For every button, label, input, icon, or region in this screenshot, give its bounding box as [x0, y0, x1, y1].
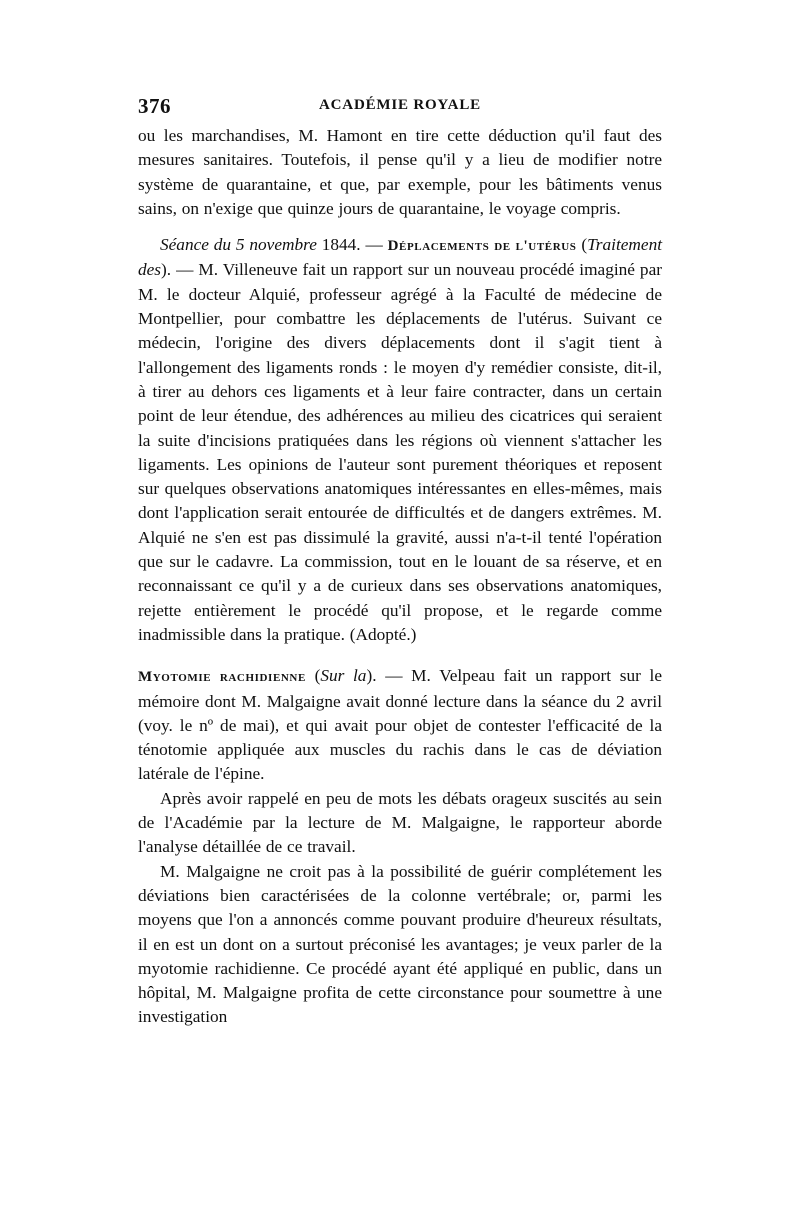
section-heading-myotomie: Myotomie rachidienne	[138, 669, 306, 686]
page-number: 376	[138, 94, 171, 118]
subject-open: (	[576, 235, 588, 255]
paragraph-rappel-debats: Après avoir rappelé en peu de mots les débats orageux suscités au sein de l'Académie par la lecture de M. Malgaigne, le rapporteur aborde l'analyse détaillée de ce travail.	[138, 788, 662, 857]
paragraph-malgaigne-myotomie: M. Malgaigne ne croit pas à la possibilité de guérir complétement les déviations bien caractérisées de la colonne vertébrale; or, parmi les moyens que l'on a annoncés comme pouvant produire d'heureux résultats, il en est un dont on a surtout préconisé les avantages; je veux parler de la myotomie rachidienne. Ce procédé ayant été appliqué en public, dans un hôpital, M. Malgaigne profita de cette circonstance pour soumettre à une investigation	[138, 861, 662, 1027]
running-head	[138, 94, 662, 124]
subject-close: ). —	[161, 260, 199, 280]
subject-label: Sur la	[320, 666, 367, 686]
section-heading-deplacements: Déplacements de l'utérus	[387, 238, 577, 255]
paragraph-myotomie-rachidienne	[138, 664, 662, 786]
paragraph-quarantaine: ou les marchandises, M. Hamont en tire cette déduction qu'il faut des mesures sanitaires. Toutefois, il pense qu'il y a lieu de modifier notre système de quarantaine, et que, par exemple, pour les bâtiments venus sains, on n'exige que quinze jours de quarantaine, le voyage compris.	[138, 126, 662, 218]
subject-label: Traitement des	[138, 235, 663, 280]
seance-year: 1844. —	[316, 235, 388, 255]
paragraph-body: M. Villeneuve fait un rapport sur un nouveau procédé imaginé par M. le docteur Alquié, professeur agrégé à la Faculté de médecine de Montpellier, pour combattre les déplacements de l'utérus. Suivant ce médecin, l'origine des divers déplacements dont il s'agit tient à l'allongement des ligaments ronds : le moyen d'y remédier consiste, dit-il, à tirer au dehors ces ligaments et à leur faire contracter, dans un certain point de leur étendue, des adhérences au milieu des cicatrices qui seraient la suite d'incisions pratiquées dans les régions où viennent s'attacher les ligaments. Les opinions de l'auteur sont purement théoriques et reposent sur quelques observations anatomiques intéressantes en elles-mêmes, mais dont l'application serait entourée de difficultés et de dangers extrêmes. M. Alquié ne s'en est pas dissimulé la gravité, aussi n'a-t-il tenté l'opération que sur le cadavre. La commission, tout en le louant de sa réserve, et en reconnaissant ce qu'il y a de curieux dans ses observations anatomiques, rejette entièrement le procédé qu'il propose, et le regarde comme inadmissible dans la pratique. (Adopté.)	[138, 260, 663, 644]
paragraph-body: M. Velpeau fait un rapport sur le mémoire dont M. Malgaigne avait donné lecture dans la séance du 2 avril (voy. le nº de mai), et qui avait pour objet de contester l'efficacité de la ténotomie appliquée aux muscles du rachis dans le cas de déviation latérale de l'épine.	[138, 666, 662, 784]
document-page	[138, 94, 662, 1030]
seance-date: Séance du 5 novembre	[160, 235, 317, 255]
running-title: ACADÉMIE ROYALE	[319, 97, 481, 113]
paragraph-deplacements-uterus	[138, 233, 662, 647]
subject-close: ). —	[366, 666, 412, 686]
subject-open: (	[305, 666, 321, 686]
